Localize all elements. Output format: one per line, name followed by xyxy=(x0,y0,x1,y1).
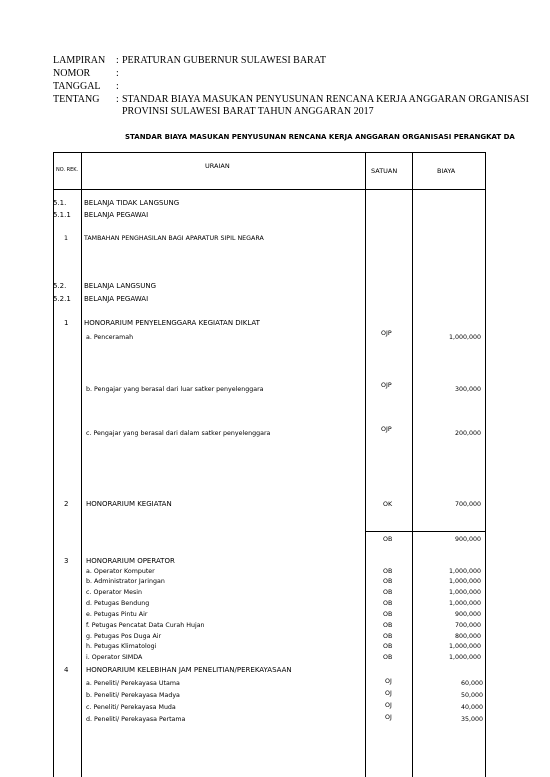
section-label: BELANJA LANGSUNG xyxy=(84,282,157,290)
column-header-satuan: SATUAN xyxy=(371,167,398,175)
item-label: d. Peneliti/ Perekayasa Pertama xyxy=(86,716,186,723)
item-satuan: OB xyxy=(383,654,393,661)
item-label: c. Peneliti/ Perekayasa Muda xyxy=(86,704,176,711)
header-value-tentang-line2: PROVINSI SULAWESI BARAT TAHUN ANGGARAN 2017 xyxy=(122,106,374,117)
row-number: 2 xyxy=(64,500,69,508)
item-biaya: 1,000,000 xyxy=(448,568,481,575)
section-label: BELANJA PEGAWAI xyxy=(84,295,149,303)
item-biaya: 1,000,000 xyxy=(448,643,481,650)
header-value-lampiran: PERATURAN GUBERNUR SULAWESI BARAT xyxy=(122,55,326,66)
section-code: 5.2. xyxy=(53,282,67,290)
item-satuan: OB xyxy=(383,611,393,618)
item-satuan: OJ xyxy=(385,714,392,721)
item-label: a. Peneliti/ Perekayasa Utama xyxy=(86,680,180,687)
header-label-nomor: NOMOR xyxy=(53,68,91,79)
item-biaya: 700,000 xyxy=(454,501,481,508)
row-number: 1 xyxy=(64,235,69,242)
document-title: STANDAR BIAYA MASUKAN PENYUSUNAN RENCANA KERJA ANGGARAN ORGANISASI PERANGKAT DA xyxy=(125,133,515,141)
item-biaya: 900,000 xyxy=(454,611,481,618)
header-colon: : xyxy=(116,55,119,66)
item-biaya: 1,000,000 xyxy=(448,600,481,607)
item-satuan: OJ xyxy=(385,702,392,709)
column-header-biaya: BIAYA xyxy=(437,167,456,175)
item-label: TAMBAHAN PENGHASILAN BAGI APARATUR SIPIL NEGARA xyxy=(84,235,264,242)
item-satuan: OB xyxy=(383,589,393,596)
table-col-divider xyxy=(365,152,366,777)
header-colon: : xyxy=(116,68,119,79)
group-label: HONORARIUM KEGIATAN xyxy=(86,500,172,508)
group-label: HONORARIUM PENYELENGGARA KEGIATAN DIKLAT xyxy=(84,319,260,327)
table-header-border xyxy=(53,189,486,190)
item-biaya: 35,000 xyxy=(460,716,483,723)
item-biaya: 700,000 xyxy=(454,622,481,629)
column-header-no-rek: NO. REK. xyxy=(56,167,79,173)
row-number: 1 xyxy=(64,319,69,327)
item-label: b. Peneliti/ Perekayasa Madya xyxy=(86,692,180,699)
table-col-divider xyxy=(81,152,82,777)
section-code: 5.1.1 xyxy=(53,211,71,219)
section-label: BELANJA TIDAK LANGSUNG xyxy=(84,199,180,207)
item-satuan: OJ xyxy=(385,678,392,685)
table-col-divider xyxy=(485,152,486,777)
item-biaya: 1,000,000 xyxy=(448,589,481,596)
header-colon: : xyxy=(116,94,119,105)
item-biaya: 60,000 xyxy=(460,680,483,687)
item-biaya: 1,000,000 xyxy=(448,654,481,661)
item-satuan: OB xyxy=(383,536,393,543)
header-label-tentang: TENTANG xyxy=(53,94,100,105)
table-top-border xyxy=(53,152,486,153)
item-label: a. Operator Komputer xyxy=(86,568,155,575)
table-col-divider xyxy=(53,152,54,777)
item-biaya: 200,000 xyxy=(454,430,481,437)
item-biaya: 1,000,000 xyxy=(448,334,481,341)
item-biaya: 300,000 xyxy=(454,386,481,393)
item-biaya: 1,000,000 xyxy=(448,578,481,585)
header-label-lampiran: LAMPIRAN xyxy=(53,55,106,66)
group-label: HONORARIUM OPERATOR xyxy=(86,557,175,565)
column-header-uraian: URAIAN xyxy=(205,162,230,170)
item-label: c. Operator Mesin xyxy=(86,589,142,596)
table-row-border xyxy=(365,531,485,532)
item-biaya: 900,000 xyxy=(454,536,481,543)
item-label: h. Petugas Klimatologi xyxy=(86,643,157,650)
item-biaya: 800,000 xyxy=(454,633,481,640)
section-label: BELANJA PEGAWAI xyxy=(84,211,149,219)
item-label: e. Petugas Pintu Air xyxy=(86,611,148,618)
item-satuan: OJP xyxy=(381,330,392,337)
item-label: i. Operator SIMDA xyxy=(86,654,143,661)
item-biaya: 40,000 xyxy=(460,704,483,711)
header-value-tentang: STANDAR BIAYA MASUKAN PENYUSUNAN RENCANA KERJA ANGGARAN ORGANISASI xyxy=(122,94,529,105)
item-label: b. Administrator Jaringan xyxy=(86,578,165,585)
item-satuan: OJP xyxy=(381,382,392,389)
row-number: 4 xyxy=(64,666,69,674)
header-label-tanggal: TANGGAL xyxy=(53,81,101,92)
item-satuan: OB xyxy=(383,568,393,575)
item-satuan: OB xyxy=(383,600,393,607)
item-label: b. Pengajar yang berasal dari luar satker penyelenggara xyxy=(86,386,264,393)
item-label: f. Petugas Pencatat Data Curah Hujan xyxy=(86,622,205,629)
section-code: 5.1. xyxy=(53,199,67,207)
item-satuan: OJ xyxy=(385,690,392,697)
item-satuan: OK xyxy=(383,501,393,508)
item-label: a. Penceramah xyxy=(86,334,134,341)
item-biaya: 50,000 xyxy=(460,692,483,699)
item-label: c. Pengajar yang berasal dari dalam satker penyelenggara xyxy=(86,430,271,437)
item-satuan: OB xyxy=(383,578,393,585)
item-label: g. Petugas Pos Duga Air xyxy=(86,633,162,640)
item-satuan: OJP xyxy=(381,426,392,433)
item-label: d. Petugas Bendung xyxy=(86,600,150,607)
group-label: HONORARIUM KELEBIHAN JAM PENELITIAN/PEREKAYASAAN xyxy=(86,666,292,674)
item-satuan: OB xyxy=(383,622,393,629)
item-satuan: OB xyxy=(383,633,393,640)
item-satuan: OB xyxy=(383,643,393,650)
row-number: 3 xyxy=(64,557,69,565)
section-code: 5.2.1 xyxy=(53,295,71,303)
header-colon: : xyxy=(116,81,119,92)
